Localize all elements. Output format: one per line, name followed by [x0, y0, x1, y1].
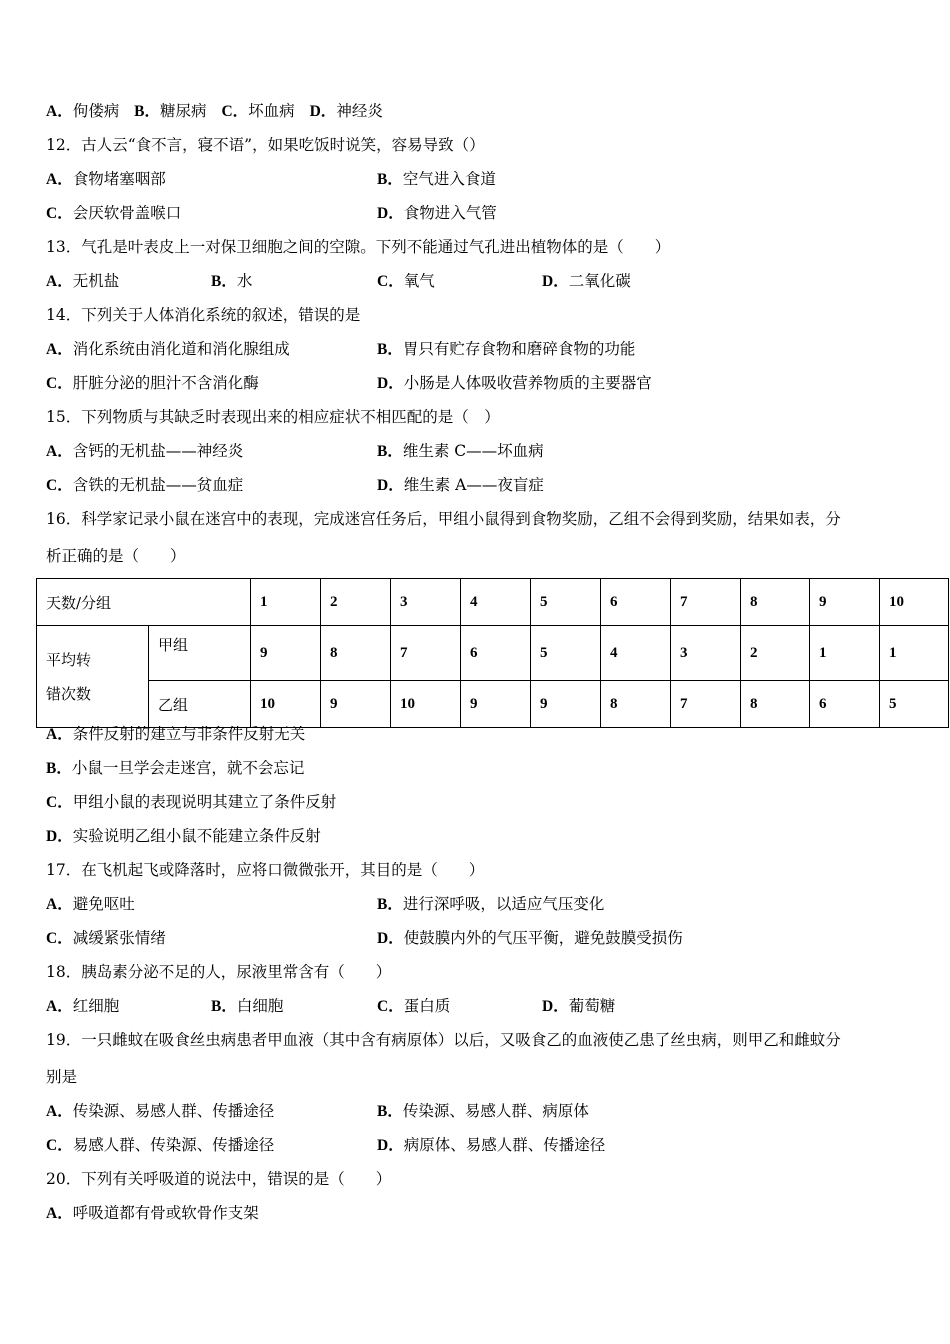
- group-b-label: 乙组: [149, 681, 251, 728]
- value-cell: 7: [391, 626, 461, 681]
- q15-option-b: B．维生素 C——坏血病: [377, 442, 544, 460]
- table-header-label: 天数/分组: [37, 579, 251, 626]
- value-cell: 9: [321, 681, 391, 728]
- q13-option-b: B．水: [211, 272, 253, 290]
- day-cell: 4: [461, 579, 531, 626]
- value-cell: 3: [671, 626, 741, 681]
- q16-data-table: [36, 578, 949, 728]
- q19-option-a: A．传染源、易感人群、传播途径: [46, 1102, 275, 1120]
- q13-option-c: C．氧气: [377, 272, 435, 290]
- option-label: B．: [134, 103, 160, 120]
- value-cell: 9: [531, 681, 601, 728]
- q13-stem: 13．气孔是叶表皮上一对保卫细胞之间的空隙。下列不能通过气孔进出植物体的是（ ）: [46, 238, 671, 256]
- value-cell: 10: [251, 681, 321, 728]
- q13-option-d: D．二氧化碳: [542, 272, 631, 290]
- q12-option-b: B．空气进入食道: [377, 170, 496, 188]
- q17-option-c: C．减缓紧张情绪: [46, 929, 166, 947]
- value-cell: 9: [461, 681, 531, 728]
- value-cell: 5: [880, 681, 949, 728]
- table-row-group-a: [37, 626, 949, 681]
- row-label-line1: 平均转: [46, 650, 92, 669]
- value-cell: 1: [880, 626, 949, 681]
- q14-option-d: D．小肠是人体吸收营养物质的主要器官: [377, 374, 652, 392]
- q11-option-c: 坏血病: [248, 102, 295, 120]
- q19-option-b: B．传染源、易感人群、病原体: [377, 1102, 589, 1120]
- value-cell: 7: [671, 681, 741, 728]
- q15-option-c: C．含铁的无机盐——贫血症: [46, 476, 244, 494]
- value-cell: 2: [741, 626, 810, 681]
- day-cell: 10: [880, 579, 949, 626]
- value-cell: 10: [391, 681, 461, 728]
- day-cell: 3: [391, 579, 461, 626]
- q17-option-b: B．进行深呼吸，以适应气压变化: [377, 895, 605, 913]
- q20-stem: 20．下列有关呼吸道的说法中，错误的是（ ）: [46, 1170, 392, 1188]
- day-cell: 1: [251, 579, 321, 626]
- row-label: [37, 626, 149, 728]
- value-cell: 5: [531, 626, 601, 681]
- table-header-row: [37, 579, 949, 626]
- q19-stem-line1: 19．一只雌蚊在吸食丝虫病患者甲血液（其中含有病原体）以后，又吸食乙的血液使乙患了丝虫病，则甲乙和雌蚊分: [46, 1031, 841, 1049]
- group-a-label: 甲组: [149, 626, 251, 681]
- q16-option-d: D．实验说明乙组小鼠不能建立条件反射: [46, 827, 321, 845]
- q18-option-b: B．白细胞: [211, 997, 284, 1015]
- q20-option-a: A．呼吸道都有骨或软骨作支架: [46, 1204, 259, 1222]
- day-cell: 9: [810, 579, 880, 626]
- q12-option-a: A．食物堵塞咽部: [46, 170, 166, 188]
- day-cell: 5: [531, 579, 601, 626]
- day-cell: 6: [601, 579, 671, 626]
- value-cell: 8: [601, 681, 671, 728]
- q18-option-d: D．葡萄糖: [542, 997, 616, 1015]
- q16-stem-line1: 16．科学家记录小鼠在迷宫中的表现，完成迷宫任务后，甲组小鼠得到食物奖励，乙组不会得到奖励，结果如表，分: [46, 510, 841, 528]
- table-row-group-b: [37, 681, 949, 728]
- q15-option-d: D．维生素 A——夜盲症: [377, 476, 544, 494]
- option-label: D．: [309, 103, 337, 120]
- day-cell: 7: [671, 579, 741, 626]
- q11-option-d: 神经炎: [336, 102, 383, 120]
- q17-stem: 17．在飞机起飞或降落时，应将口微微张开，其目的是（ ）: [46, 861, 485, 879]
- q16-option-a: A．条件反射的建立与非条件反射无关: [46, 725, 306, 743]
- q15-stem: 15．下列物质与其缺乏时表现出来的相应症状不相匹配的是（ ）: [46, 408, 500, 426]
- q16-option-c: C．甲组小鼠的表现说明其建立了条件反射: [46, 793, 337, 811]
- q19-option-d: D．病原体、易感人群、传播途径: [377, 1136, 606, 1154]
- q17-option-a: A．避免呕吐: [46, 895, 135, 913]
- q14-stem: 14．下列关于人体消化系统的叙述，错误的是: [46, 306, 361, 324]
- value-cell: 6: [810, 681, 880, 728]
- q17-option-d: D．使鼓膜内外的气压平衡，避免鼓膜受损伤: [377, 929, 683, 947]
- q13-option-a: A．无机盐: [46, 272, 120, 290]
- day-cell: 2: [321, 579, 391, 626]
- q18-option-c: C．蛋白质: [377, 997, 451, 1015]
- q18-stem: 18．胰岛素分泌不足的人，尿液里常含有（ ）: [46, 963, 392, 981]
- q14-option-b: B．胃只有贮存食物和磨碎食物的功能: [377, 340, 636, 358]
- value-cell: 9: [251, 626, 321, 681]
- row-label-line2: 错次数: [46, 684, 92, 703]
- q19-stem-line2: 别是: [46, 1068, 78, 1086]
- q11-options: [46, 101, 383, 122]
- q16-option-b: B．小鼠一旦学会走迷宫，就不会忘记: [46, 759, 305, 777]
- q18-option-a: A．红细胞: [46, 997, 120, 1015]
- q12-option-c: C．会厌软骨盖喉口: [46, 204, 182, 222]
- q14-option-a: A．消化系统由消化道和消化腺组成: [46, 340, 290, 358]
- value-cell: 6: [461, 626, 531, 681]
- q19-option-c: C．易感人群、传染源、传播途径: [46, 1136, 275, 1154]
- q14-option-c: C．肝脏分泌的胆汁不含消化酶: [46, 374, 259, 392]
- option-label: C．: [221, 103, 249, 120]
- value-cell: 8: [321, 626, 391, 681]
- value-cell: 1: [810, 626, 880, 681]
- q11-option-a: 佝偻病: [72, 102, 120, 120]
- value-cell: 8: [741, 681, 810, 728]
- q12-option-d: D．食物进入气管: [377, 204, 497, 222]
- day-cell: 8: [741, 579, 810, 626]
- q16-stem-line2: 析正确的是（ ）: [46, 547, 186, 565]
- q12-stem: 12．古人云“食不言，寝不语”，如果吃饭时说笑，容易导致（）: [46, 136, 485, 154]
- q11-option-b: 糖尿病: [160, 102, 207, 120]
- value-cell: 4: [601, 626, 671, 681]
- option-label: A．: [46, 103, 73, 120]
- q15-option-a: A．含钙的无机盐——神经炎: [46, 442, 244, 460]
